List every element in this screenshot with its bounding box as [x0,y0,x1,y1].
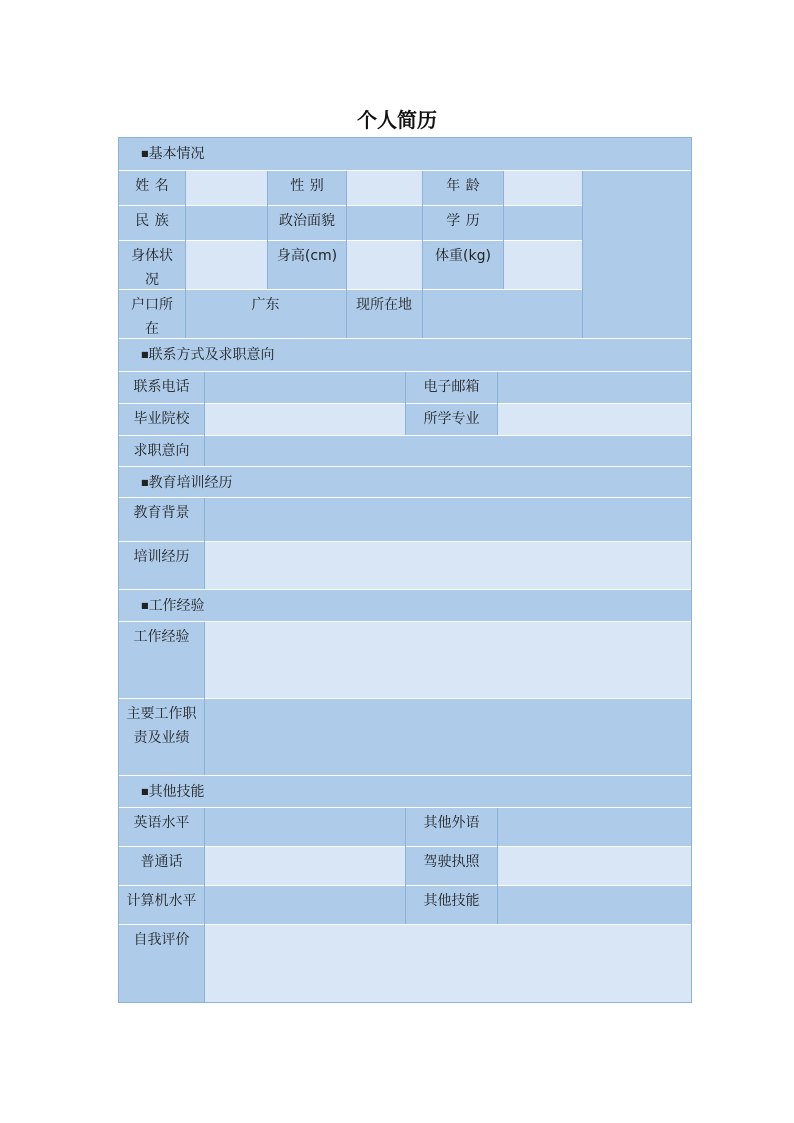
row-divider [119,205,583,206]
row-divider [119,775,691,776]
ethnicity-label: 民族 [119,206,185,240]
column-divider [497,372,498,435]
other-skill-field[interactable] [498,886,691,924]
political-status-field[interactable] [347,206,422,240]
training-label: 培训经历 [119,542,204,589]
email-field[interactable] [498,372,691,403]
major-field[interactable] [498,404,691,435]
driving-license-label: 驾驶执照 [406,847,497,885]
work-experience-field[interactable] [205,622,691,698]
photo-area[interactable] [583,171,691,338]
phone-field[interactable] [205,372,405,403]
english-field[interactable] [205,808,405,846]
name-field[interactable] [186,171,267,205]
self-evaluation-label: 自我评价 [119,925,204,1002]
weight-label: 体重(kg) [423,241,503,289]
email-label: 电子邮箱 [406,372,497,403]
degree-field[interactable] [504,206,582,240]
square-bullet-icon: ■ [141,478,149,487]
english-label: 英语水平 [119,808,204,846]
row-divider [119,289,583,290]
column-divider [422,171,423,338]
duties-label: 主要工作职 责及业绩 [119,699,204,775]
row-divider [119,240,583,241]
column-divider [185,171,186,338]
square-bullet-icon: ■ [141,350,149,359]
school-label: 毕业院校 [119,404,204,435]
school-field[interactable] [205,404,405,435]
square-bullet-icon: ■ [141,601,149,610]
ethnicity-field[interactable] [186,206,267,240]
row-divider [119,338,691,339]
job-intent-label: 求职意向 [119,436,204,466]
other-skill-label: 其他技能 [406,886,497,924]
driving-license-field[interactable] [498,847,691,885]
resume-form [119,138,691,1002]
page-title: 个人简历 [357,108,437,132]
gender-field[interactable] [347,171,422,205]
section-header-skills: ■其他技能 [119,776,691,807]
height-field[interactable] [347,241,422,289]
column-divider [405,372,406,435]
age-label: 年龄 [423,171,503,205]
phone-label: 联系电话 [119,372,204,403]
square-bullet-icon: ■ [141,149,149,158]
self-evaluation-field[interactable] [205,925,691,1002]
other-language-label: 其他外语 [406,808,497,846]
row-divider [119,466,691,467]
weight-field[interactable] [504,241,582,289]
training-field[interactable] [205,542,691,589]
column-divider [204,622,205,775]
job-intent-field[interactable] [205,436,691,466]
column-divider [204,808,205,1002]
column-divider [497,808,498,924]
residence-label: 现所在地 [346,290,422,338]
section-header-education: ■教育培训经历 [119,467,691,497]
square-bullet-icon: ■ [141,787,149,796]
column-divider [405,808,406,924]
health-label: 身体状 况 [119,241,185,289]
duties-field[interactable] [205,699,691,775]
computer-skill-field[interactable] [205,886,405,924]
residence-field[interactable] [423,290,582,338]
computer-skill-label: 计算机水平 [119,886,204,924]
section-header-contact: ■联系方式及求职意向 [119,339,691,371]
degree-label: 学历 [423,206,503,240]
education-background-field[interactable] [205,498,691,541]
major-label: 所学专业 [406,404,497,435]
row-divider [119,170,691,171]
column-divider [267,171,268,289]
age-field[interactable] [504,171,582,205]
education-background-label: 教育背景 [119,498,204,541]
mandarin-label: 普通话 [119,847,204,885]
section-header-work: ■工作经验 [119,590,691,621]
column-divider [346,171,347,338]
column-divider [204,498,205,589]
column-divider [204,372,205,466]
political-status-label: 政治面貌 [268,206,346,240]
gender-label: 性别 [268,171,346,205]
column-divider [582,171,583,338]
column-divider [503,171,504,289]
section-header-basic: ■基本情况 [119,138,691,170]
other-language-field[interactable] [498,808,691,846]
hukou-label: 户口所 在 [119,290,185,338]
row-divider [119,589,691,590]
height-label: 身高(cm) [268,241,346,289]
health-field[interactable] [186,241,267,289]
mandarin-field[interactable] [205,847,405,885]
name-label: 姓名 [119,171,185,205]
hukou-field[interactable]: 广东 [186,290,345,338]
work-experience-label: 工作经验 [119,622,204,698]
